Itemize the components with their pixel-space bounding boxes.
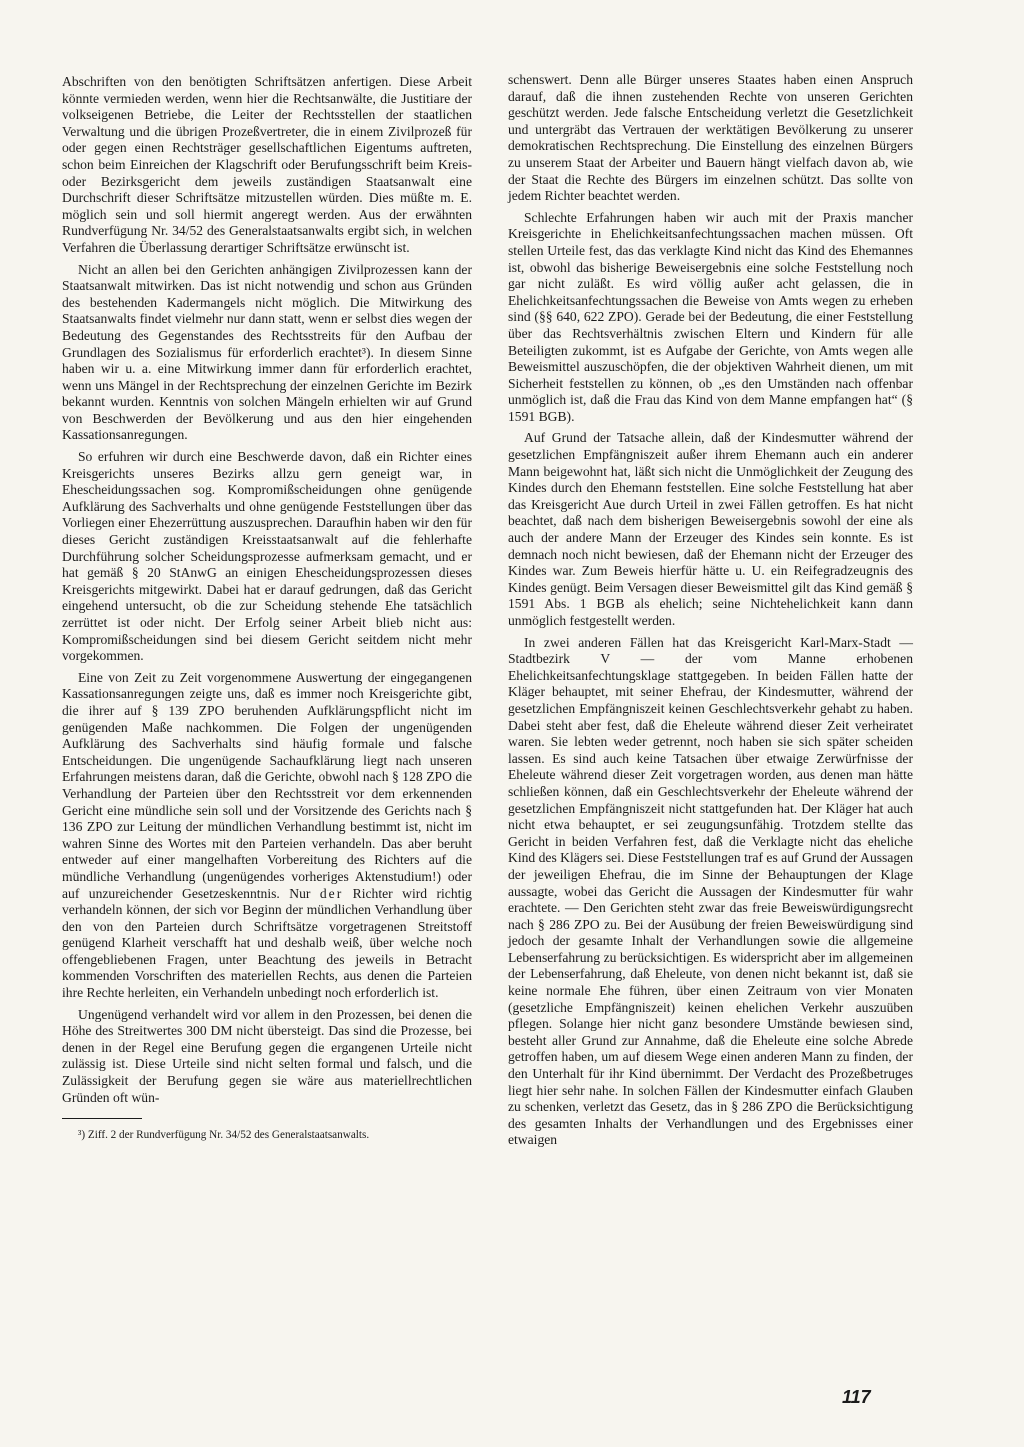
paragraph: Nicht an allen bei den Gerichten anhängigen Zivilprozessen kann der Staatsanwalt mitwirken. Das ist nicht notwendig und schon aus Gründen des bestehenden Kadermangels nicht möglich. Die Mitwirkung des Staatsanwalts findet vielmehr nur dann statt, wenn er selbst dies wegen der Bedeutung des Gegenstandes des Rechtsstreits für den Aufbau der Grundlagen des Sozialismus für erforderlich erachtet³). In diesem Sinne haben wir u. a. eine Mitwirkung immer dann für erforderlich erachtet, wenn uns Mängel in der Rechtsprechung der einzelnen Gerichte im Bezirk bekannt wurden. Kenntnis von solchen Mängeln erhielten wir auf Grund von Beschwerden der Bevölkerung und aus den hier eingehenden Kassationsanregungen.: [62, 261, 472, 443]
paragraph: In zwei anderen Fällen hat das Kreisgericht Karl-Marx-Stadt — Stadtbezirk V — der vom Manne erhobenen Ehelichkeitsanfechtungsklage stattgegeben. In beiden Fällen hatte der Kläger behauptet, mit seiner Ehefrau, der Kindesmutter, während der gesetzlichen Empfängniszeit keinen Geschlechtsverkehr gehabt zu haben. Dabei steht aber fest, daß die Eheleute während dieser Zeit verheiratet waren. Sie lebten weder getrennt, noch haben sie sich später scheiden lassen. Es sind auch keine Tatsachen über etwaige Zerwürfnisse der Eheleute während dieser Zeit vorgetragen worden, aus denen man hätte schließen können, daß ein Geschlechtsverkehr der Eheleute während der gesetzlichen Empfängniszeit nicht stattgefunden hat. Der Kläger hat auch nicht etwa behauptet, er sei zeugungsunfähig. Trotzdem stellte das Gericht in beiden Verfahren fest, daß die Verklagte nicht das eheliche Kind des Klägers sei. Diese Feststellungen traf es auf Grund der Aussagen der jeweiligen Ehefrau, die im Sinne der Behauptungen der Klage aussagte, wobei das Gericht die Aussagen der Kindesmutter für wahr erachtete. — Den Gerichten steht zwar das freie Beweiswürdigungsrecht nach § 286 ZPO zu. Bei der Ausübung der freien Beweiswürdigung sind jedoch der gesamte Inhalt der Verhandlungen sowie die allgemeine Lebenserfahrung zu berücksichtigen. Es widerspricht aber im allgemeinen der Lebenserfahrung, daß Eheleute, von denen nicht bekannt ist, daß sie keine normale Ehe führen, über einen Zeitraum von vier Monaten (gesetzliche Empfängniszeit) keinen ehelichen Verkehr auszuüben pflegen. Solange hier nicht ganz besondere Umstände bewiesen sind, besteht aller Grund zur Annahme, daß die Eheleute eine solche Abrede getroffen haben, um auf diesem Wege einen anderen Mann zu finden, der den Unterhalt für ihr Kind übernimmt. Der Verdacht des Prozeßbetruges liegt hier sehr nahe. In solchen Fällen der Kindesmutter einfach Glauben zu schenken, verletzt das Gesetz, das in § 286 ZPO die Berücksichtigung des gesamten Inhalts der Verhandlungen und des Ergebnisses einer etwaigen: [508, 634, 913, 1148]
footnote: ³) Ziff. 2 der Rundverfügung Nr. 34/52 des Generalstaatsanwalts.: [78, 1129, 370, 1142]
emphasized-word: der: [319, 885, 344, 901]
right-text-column: [508, 72, 913, 1154]
paragraph: Abschriften von den benötigten Schriftsätzen anfertigen. Diese Arbeit könnte vermieden werden, wenn hier die Rechtsanwälte, die Justitiare der volkseigenen Betriebe, die Leiter der Rechtsstellen der staatlichen Verwaltung und die übrigen Prozeßvertreter, die in einem Zivilprozeß für oder gegen einen Rechtsträger gesellschaftlichen Eigentums auftreten, schon beim Einreichen der Klagschrift oder Berufungsschrift beim Kreis- oder Bezirksgericht dem jeweils zuständigen Staatsanwalt eine Durchschrift dieser Schriftsätze mitzustellen würden. Dies müßte m. E. möglich sein und soll hiermit angeregt werden. Aus der erwähnten Rundverfügung Nr. 34/52 des Generalstaatsanwalts ergibt sich, in welchen Verfahren die Überlassung derartiger Schriftsätze erwünscht ist.: [62, 74, 472, 255]
paragraph: Schlechte Erfahrungen haben wir auch mit der Praxis mancher Kreisgerichte in Ehelichkeitsanfechtungssachen machen müssen. Oft stellen Urteile fest, das das verklagte Kind nicht das Kind des Ehemannes ist, obwohl das bisherige Beweisergebnis eine solche Feststellung noch gar nicht zuläßt. Es wird völlig außer acht gelassen, die in Ehelichkeitsanfechtungssachen die Beweise von Amts wegen zu erheben sind (§§ 640, 622 ZPO). Gerade bei der Bedeutung, die einer Feststellung über das Rechtsverhältnis zwischen Eltern und Kindern für alle Beteiligten zukommt, ist es Aufgabe der Gerichte, von Amts wegen alle Beweismittel auszuschöpfen, die der objektiven Wahrheit dienen, um mit Sicherheit feststellen zu können, ob „es den Umständen nach offenbar unmöglich ist, daß die Frau das Kind von dem Manne empfangen hat“ (§ 1591 BGB).: [508, 209, 913, 424]
paragraph-text: Richter wird richtig verhandeln können, der sich vor Beginn der mündlichen Verhandlung über den von den Parteien durch Schriftsätze vorgetragenen Streitstoff genügend Klarheit verschafft hat und deshalb weiß, über welche noch offengebliebenen Fragen, unter Beachtung des jeweils in Betracht kommenden Vorschriften des materiellen Rechts, aus denen die Parteien ihre Rechte herleiten, ein Verhandeln unbedingt noch erforderlich ist.: [62, 885, 472, 1001]
paragraph: schenswert. Denn alle Bürger unseres Staates haben einen Anspruch darauf, daß die ihnen zustehenden Rechte von unseren Gerichten geschützt werden. Jede falsche Entscheidung verletzt die Gesetzlichkeit und untergräbt das Vertrauen der werktätigen Bevölkerung zu unserer demokratischen Rechtsprechung. Die Einstellung des einzelnen Bürgers zu unserem Staat der Arbeiter und Bauern hängt vielfach davon ab, wie der Staat die Rechte des Bürgers im einzelnen schützt. Das sollte von jedem Richter beachtet werden.: [508, 72, 913, 204]
paragraph-text: Nur: [289, 885, 320, 901]
paragraph: So erfuhren wir durch eine Beschwerde davon, daß ein Richter eines Kreisgerichts unseres Bezirks allzu gern geneigt war, in Ehescheidungssachen sog. Kompromißscheidungen ohne genügende Aufklärung des Sachverhalts und ohne genügende Feststellungen über das Vorliegen einer Ehezerrüttung auszusprechen. Daraufhin haben wir den für dieses Gericht zuständigen Kreisstaatsanwalt auf die fehlerhafte Durchführung solcher Scheidungsprozesse aufmerksam gemacht, und er hat gemäß § 20 StAnwG an einigen Ehescheidungsprozessen dieses Kreisgerichts mitgewirkt. Dabei hat er darauf gedrungen, daß das Gericht eingehend untersucht, ob die zur Scheidung stehende Ehe tatsächlich zerrüttet ist oder nicht. Der Erfolg seiner Arbeit blieb nicht aus: Kompromißscheidungen sind bei diesem Gericht seitdem nicht mehr vorgekommen.: [62, 449, 472, 664]
paragraph: Ungenügend verhandelt wird vor allem in den Prozessen, bei denen die Höhe des Streitwertes 300 DM nicht übersteigt. Das sind die Prozesse, bei denen in der Regel eine Berufung gegen die ergangenen Urteile nicht zulässig ist. Diese Urteile sind nicht selten formal und falsch, und die Zulässigkeit der Berufung gegen sie wäre aus materiellrechtlichen Gründen oft wün-: [62, 1006, 472, 1105]
paragraph-text: Eine von Zeit zu Zeit vorgenommene Auswertung der eingegangenen Kassationsanregungen zeigte uns, daß es immer noch Kreisgerichte gibt, die ihrer auf § 139 ZPO beruhenden Aufklärungspflicht nicht im genügenden Maße nachkommen. Die Folgen der ungenügenden Aufklärung des Sachverhalts sind häufig formale und falsche Entscheidungen. Die ungenügende Sachaufklärung liegt nach unseren Erfahrungen meistens daran, daß die Gerichte, obwohl nach § 128 ZPO die Verhandlung der Parteien über den Rechtsstreit vor dem erkennenden Gericht eine mündliche sein soll und der Vorsitzende des Gerichts nach § 136 ZPO zur Leitung der mündlichen Verhandlung bestimmt ist, nicht im wahren Sinne des Wortes mit den Parteien verhandeln. Das aber beruht entweder auf einer mangelhaften Vorbereitung des Richters auf die mündliche Verhandlung (ungenügendes vorheriges Aktenstudium!) oder auf unzureichender Gesetzeskenntnis.: [62, 669, 472, 901]
paragraph: [62, 670, 472, 1002]
left-text-column: [62, 74, 472, 1148]
footnote-divider: [62, 1118, 142, 1119]
page-number: 117: [842, 1387, 871, 1407]
paragraph: Auf Grund der Tatsache allein, daß der Kindesmutter während der gesetzlichen Empfängniszeit außer ihrem Ehemann auch ein anderer Mann beigewohnt hat, läßt sich nicht die Unmöglichkeit der Zeugung des Kindes durch den Ehemann feststellen. Eine solche Feststellung hat aber das Kreisgericht Aue durch Urteil in zwei Fällen getroffen. Es hat nicht beachtet, daß nach dem bisherigen Beweisergebnis sowohl der eine als auch der andere Mann der Erzeuger des Kindes sein konnte. Es ist demnach noch nicht bewiesen, daß der Ehemann nicht der Erzeuger des Kindes war. Zum Beweis hierfür hätte u. U. ein Reifegradzeugnis des Kindes genügt. Beim Versagen dieser Beweismittel gilt das Kind gemäß § 1591 Abs. 1 BGB als ehelich; seine Nichtehelichkeit kann dann unmöglich festgestellt werden.: [508, 430, 913, 628]
